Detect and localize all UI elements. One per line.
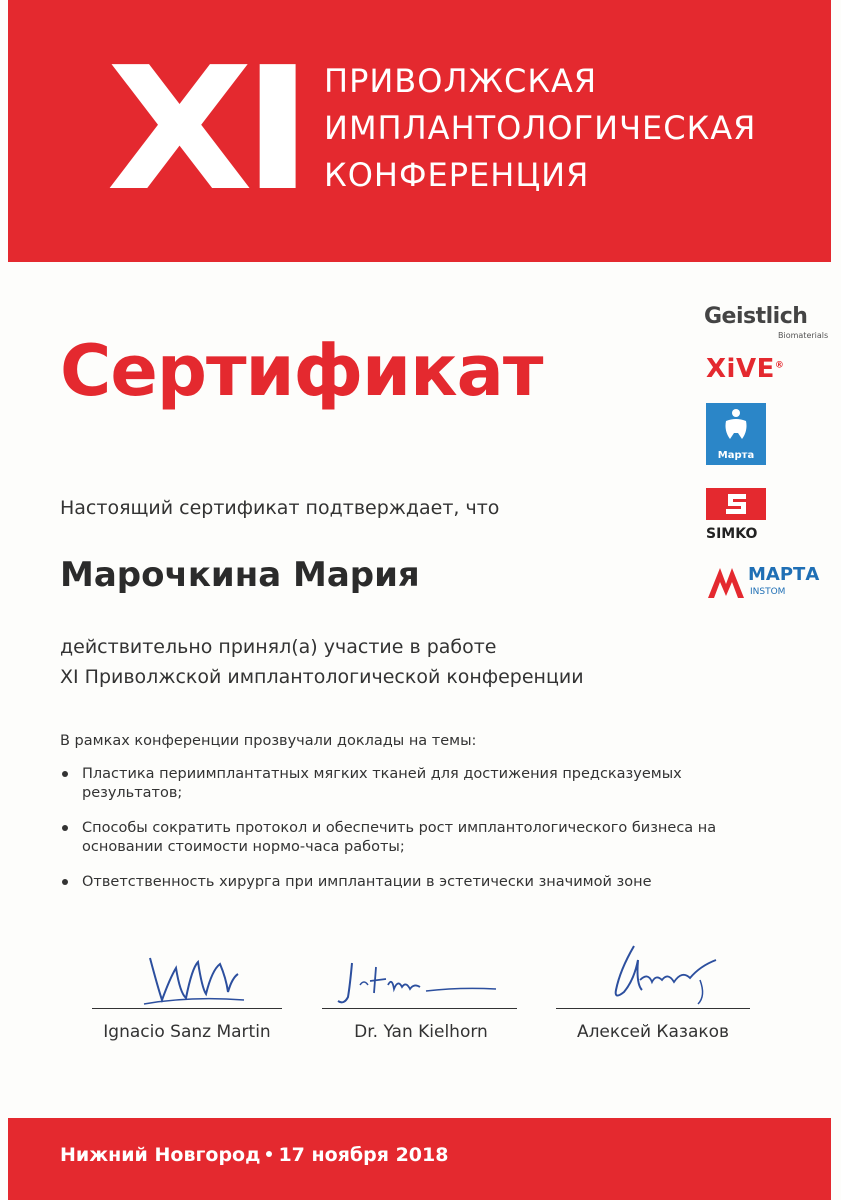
marta-instom-subtitle: INSTOM <box>750 587 786 597</box>
signature-2-icon <box>330 955 500 1010</box>
signature-line-2 <box>322 1008 517 1009</box>
signature-line-3 <box>556 1008 750 1009</box>
header-banner <box>8 0 831 262</box>
separator-dot-icon <box>266 1151 272 1157</box>
topics-list <box>60 765 760 908</box>
conference-title-line-3: КОНФЕРЕНЦИЯ <box>324 156 590 194</box>
geistlich-logo: Geistlich <box>704 304 808 329</box>
svg-text:XI: XI <box>106 60 302 196</box>
participation-line-1: действительно принял(а) участие в работе <box>60 636 497 658</box>
signature-3-icon <box>590 940 730 1010</box>
recipient-name: Марочкина Мария <box>60 555 420 595</box>
footer-location-date <box>60 1144 448 1166</box>
topic-item: Ответственность хирурга при имплантации в эстетически значимой зоне <box>60 873 760 892</box>
footer-banner <box>8 1118 831 1200</box>
sponsor-logos <box>690 300 830 620</box>
participation-text <box>60 632 584 692</box>
simko-label: SIMKO <box>706 526 758 542</box>
topic-item: Пластика периимплантатных мягких тканей для достижения предсказуемых результатов; <box>60 765 760 803</box>
xive-logo <box>706 354 784 384</box>
simko-logo-icon <box>706 488 766 520</box>
geistlich-subtitle: Biomaterials <box>778 331 829 340</box>
signatory-name-1: Ignacio Sanz Martin <box>103 1022 271 1042</box>
tooth-icon <box>706 403 766 449</box>
participation-line-2: XI Приволжской имплантологической конференции <box>60 666 584 688</box>
registered-mark: ® <box>774 360 785 371</box>
marta-instom-label: МАРТА <box>748 564 820 585</box>
conference-title <box>324 58 756 199</box>
xive-label: XiVE <box>706 354 775 384</box>
certificate-title: Сертификат <box>60 330 543 412</box>
signature-line-1 <box>92 1008 282 1009</box>
conference-title-line-2: ИМПЛАНТОЛОГИЧЕСКАЯ <box>324 109 757 147</box>
signatory-name-2: Dr. Yan Kielhorn <box>354 1022 488 1042</box>
signatory-name-3: Алексей Казаков <box>576 1022 730 1042</box>
confirm-text: Настоящий сертификат подтверждает, что <box>60 497 500 519</box>
marta-instom-icon <box>706 562 746 602</box>
conference-title-line-1: ПРИВОЛЖСКАЯ <box>324 62 598 100</box>
footer-date: 17 ноября 2018 <box>278 1144 449 1166</box>
signature-1-icon <box>140 948 250 1014</box>
topics-intro: В рамках конференции прозвучали доклады на темы: <box>60 733 477 749</box>
marta-blue-label: Марта <box>717 450 755 461</box>
marta-blue-logo <box>706 403 766 465</box>
roman-numeral-logo <box>106 60 302 196</box>
footer-city: Нижний Новгород <box>60 1144 261 1166</box>
topic-item: Способы сократить протокол и обеспечить рост имплантологического бизнеса на основании стоимости нормо-часа работы; <box>60 819 760 857</box>
